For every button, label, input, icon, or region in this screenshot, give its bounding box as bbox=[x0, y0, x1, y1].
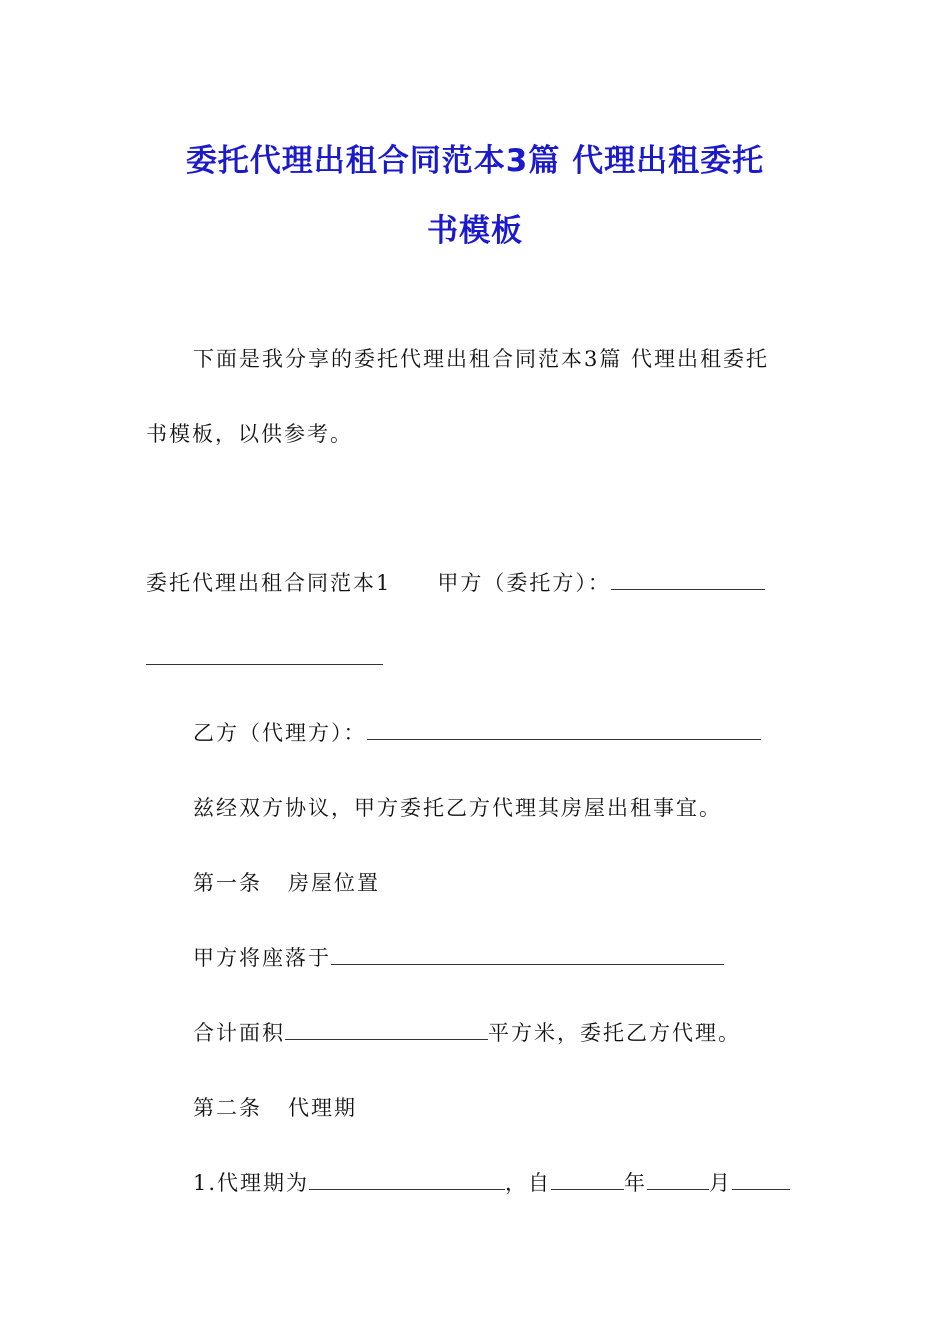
party-b-blank[interactable] bbox=[367, 719, 761, 740]
document-title-line-1: 委托代理出租合同范本3篇 代理出租委托 bbox=[185, 143, 765, 179]
term-row bbox=[193, 1168, 790, 1198]
area-blank[interactable] bbox=[285, 1019, 488, 1040]
intro-line-2: 书模板，以供参考。 bbox=[146, 422, 353, 446]
document-title-line-2: 书模板 bbox=[427, 213, 523, 249]
party-a-blank-continued-row bbox=[146, 643, 383, 673]
party-a-label: 甲方（委托方）： bbox=[437, 571, 611, 595]
term-month-blank[interactable] bbox=[647, 1169, 709, 1190]
area-suffix: 平方米，委托乙方代理。 bbox=[488, 1021, 741, 1045]
term-year-blank[interactable] bbox=[551, 1169, 624, 1190]
location-blank[interactable] bbox=[331, 944, 724, 965]
term-length-blank[interactable] bbox=[309, 1169, 505, 1190]
area-prefix: 合计面积 bbox=[193, 1021, 285, 1045]
article-1-title: 第一条 房屋位置 bbox=[193, 871, 381, 895]
party-b-label: 乙方（代理方）： bbox=[193, 721, 367, 745]
area-row bbox=[193, 1018, 741, 1048]
party-a-blank[interactable] bbox=[611, 569, 765, 590]
location-label: 甲方将座落于 bbox=[193, 946, 331, 970]
term-day-blank[interactable] bbox=[732, 1169, 790, 1190]
agreement-text: 兹经双方协议，甲方委托乙方代理其房屋出租事宜。 bbox=[193, 796, 722, 820]
article-2-title: 第二条 代理期 bbox=[193, 1096, 358, 1120]
term-prefix: 1.代理期为 bbox=[193, 1171, 310, 1195]
term-from: ，自 bbox=[505, 1171, 552, 1195]
party-b-row bbox=[193, 718, 761, 748]
intro-line-1: 下面是我分享的委托代理出租合同范本3篇 代理出租委托 bbox=[193, 347, 770, 371]
contract-heading: 委托代理出租合同范本1 bbox=[146, 571, 392, 595]
contract-heading-row bbox=[146, 568, 765, 598]
term-month-label: 月 bbox=[709, 1171, 733, 1195]
term-year-label: 年 bbox=[624, 1171, 648, 1195]
party-a-blank-continued[interactable] bbox=[146, 644, 383, 665]
location-row bbox=[193, 943, 724, 973]
